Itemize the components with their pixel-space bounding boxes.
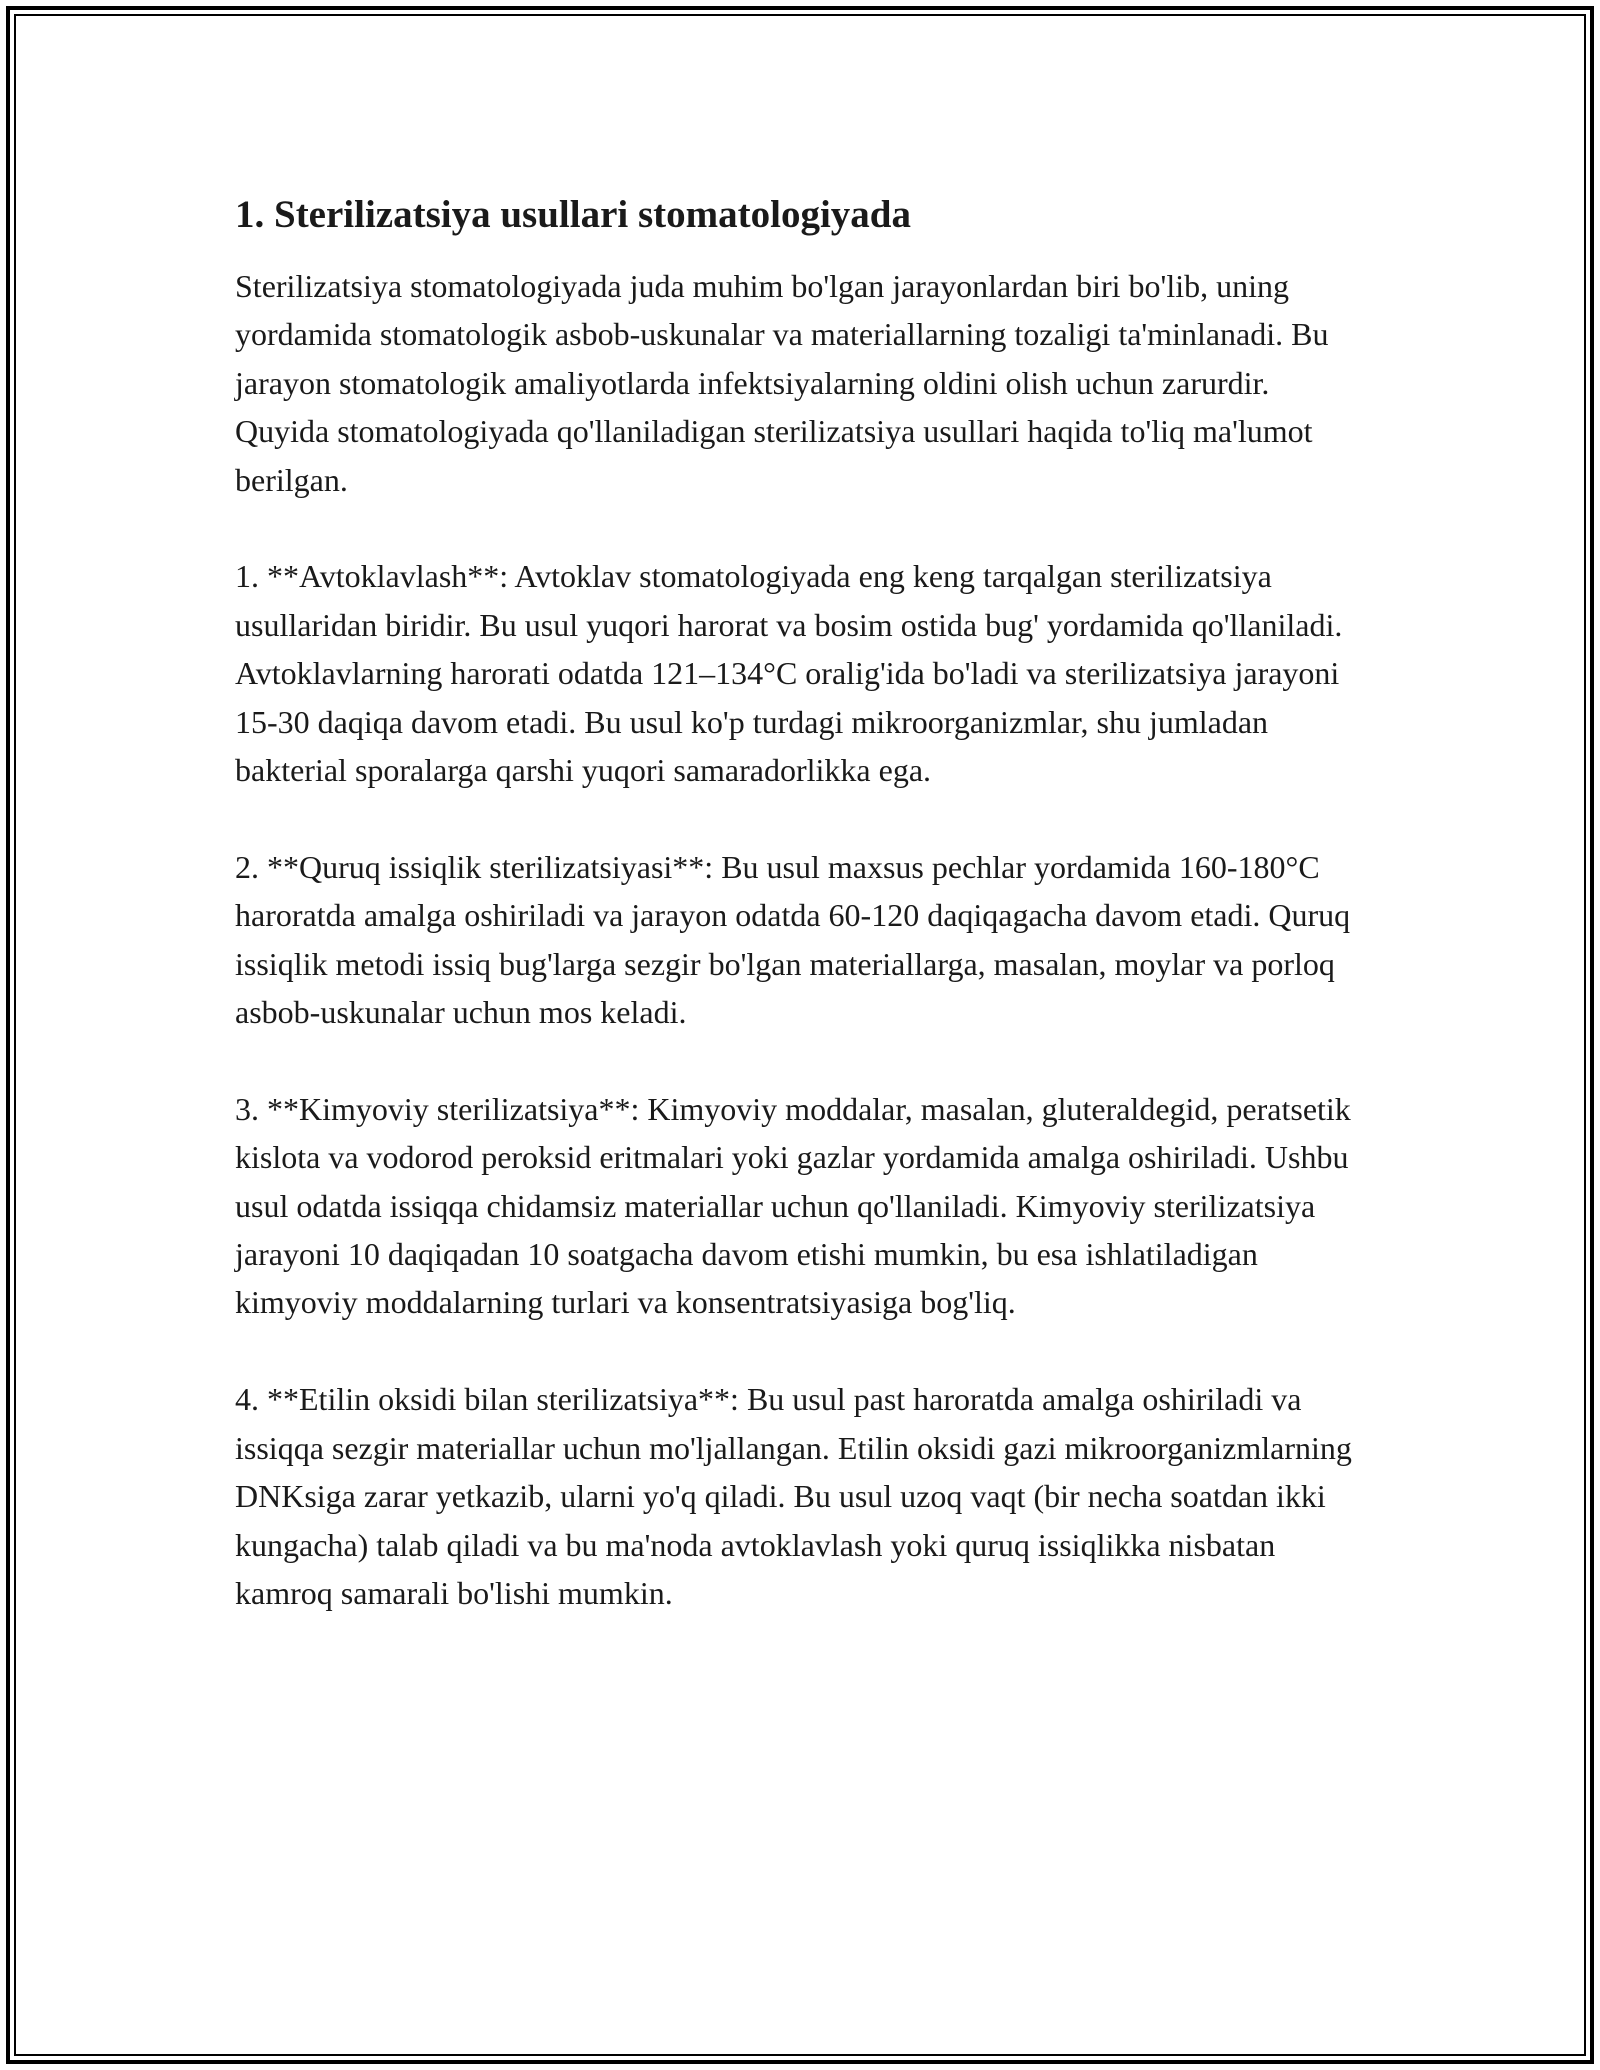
paragraph-chemical: 3. **Kimyoviy sterilizatsiya**: Kimyoviy moddalar, masalan, gluteraldegid, peratsetik kislota va vodorod peroksid eritmalari yoki gazlar yordamida amalga oshiriladi. Ushbu usul odatda issiqqa chidamsiz materiallar uchun qo'llaniladi. Kimyoviy sterilizatsiya jarayoni 10 daqiqadan 10 soatgacha davom etishi mumkin, bu esa ishlatiladigan kimyoviy moddalarning turlari va konsentratsiyasiga bog'liq. bbox=[235, 1090, 1351, 1321]
document-title: 1. Sterilizatsiya usullari stomatologiyada bbox=[235, 193, 911, 236]
paragraph-intro: Sterilizatsiya stomatologiyada juda muhim bo'lgan jarayonlardan biri bo'lib, uning yordamida stomatologik asbob-uskunalar va materiallarning tozaligi ta'minlanadi. Bu jarayon stomatologik amaliyotlarda infektsiyalarning oldini olish uchun zarurdir. Quyida stomatologiyada qo'llaniladigan sterilizatsiya usullari haqida to'liq ma'lumot berilgan. bbox=[235, 268, 1329, 498]
paragraph-ethylene-oxide: 4. **Etilin oksidi bilan sterilizatsiya**: Bu usul past haroratda amalga oshiriladi va issiqqa sezgir materiallar uchun mo'ljallangan. Etilin oksidi gazi mikroorganizmlarning DNKsiga zarar yetkazib, ularni yo'q qiladi. Bu usul uzoq vaqt (bir necha soatdan ikki kungacha) talab qiladi va bu ma'noda avtoklavlash yoki quruq issiqlikka nisbatan kamroq samarali bo'lishi mumkin. bbox=[235, 1381, 1352, 1611]
document-body bbox=[235, 190, 1370, 1666]
paragraph-dry-heat: 2. **Quruq issiqlik sterilizatsiyasi**: Bu usul maxsus pechlar yordamida 160-180°C haroratda amalga oshiriladi va jarayon odatda 60-120 daqiqagacha davom etadi. Quruq issiqlik metodi issiq bug'larga sezgir bo'lgan materiallarga, masalan, moylar va porloq asbob-uskunalar uchun mos keladi. bbox=[235, 848, 1351, 1031]
paragraph-autoclave: 1. **Avtoklavlash**: Avtoklav stomatologiyada eng keng tarqalgan sterilizatsiya usullaridan biridir. Bu usul yuqori harorat va bosim ostida bug' yordamida qo'llaniladi. Avtoklavlarning harorati odatda 121–134°C oralig'ida bo'ladi va sterilizatsiya jarayoni 15-30 daqiqa davom etadi. Bu usul ko'p turdagi mikroorganizmlar, shu jumladan bakterial sporalarga qarshi yuqori samaradorlikka ega. bbox=[235, 558, 1343, 789]
